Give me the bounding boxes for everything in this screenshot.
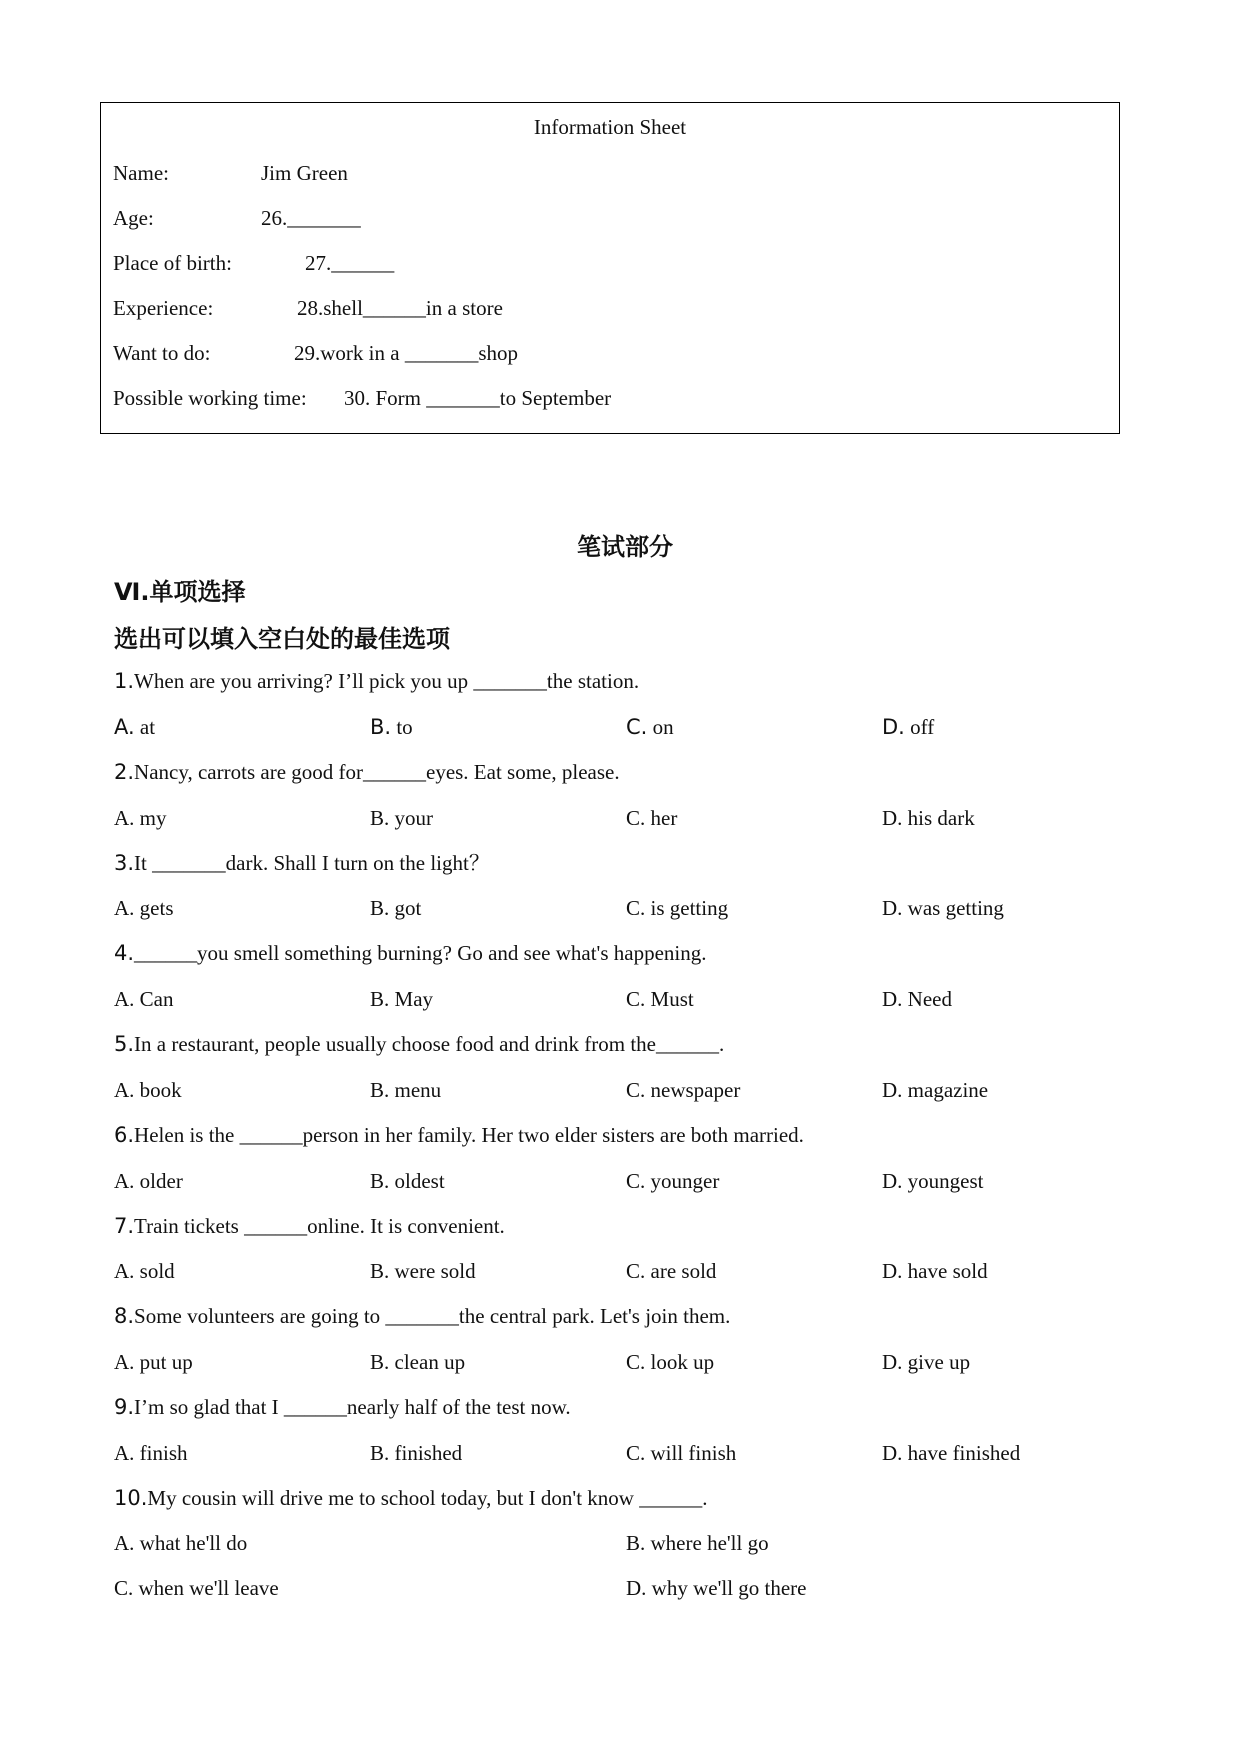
question-text: Nancy, carrots are good for______eyes. Eat some, please. [134,760,620,784]
option-text: your [389,806,434,830]
option-b[interactable] [370,893,421,923]
information-sheet-title: Information Sheet [533,115,687,139]
info-value: 30. Form _______to September [344,386,612,410]
info-label: Name: [113,161,169,185]
option-letter: D. [882,896,903,920]
part-heading: Ⅵ.单项选择 [114,578,246,606]
option-letter: A. [114,1169,135,1193]
option-text: newspaper [645,1078,741,1102]
question-text: Train tickets ______online. It is convenient. [134,1214,505,1238]
option-a[interactable] [114,1347,193,1377]
option-letter: C. [626,715,648,739]
option-letter: D. [882,806,903,830]
question-number: 1. [114,669,135,693]
option-c[interactable] [626,984,694,1014]
option-b[interactable] [626,1528,769,1558]
info-label: Want to do: [113,341,211,365]
option-d[interactable] [882,1347,970,1377]
option-text: what he'll do [134,1531,248,1555]
question-number: 8. [114,1304,135,1328]
question-1 [114,666,639,696]
option-c[interactable] [626,803,677,833]
option-c[interactable] [114,1573,279,1603]
option-b[interactable] [370,1166,445,1196]
option-letter: C. [626,1350,646,1374]
option-letter: D. [882,1169,903,1193]
info-label: Experience: [113,296,214,320]
question-text: It _______dark. Shall I turn on the light？ [134,851,490,875]
option-d[interactable] [882,1166,984,1196]
option-letter: B. [370,715,392,739]
question-9 [114,1392,571,1422]
option-letter: B. [370,806,390,830]
option-letter: C. [626,1441,646,1465]
question-4 [114,938,707,968]
option-text: his dark [902,806,975,830]
option-c[interactable] [626,1256,716,1286]
option-text: look up [645,1350,715,1374]
question-text: My cousin will drive me to school today, but I don't know ______. [147,1486,708,1510]
question-text: Helen is the ______person in her family. Her two elder sisters are both married. [134,1123,804,1147]
section-title: 笔试部分 [577,533,673,561]
option-text: on [647,715,674,739]
question-3 [114,848,490,878]
option-b[interactable] [370,984,433,1014]
option-letter: D. [882,715,905,739]
question-2 [114,757,620,787]
option-a[interactable] [114,803,167,833]
option-letter: A. [114,987,135,1011]
option-d[interactable] [882,1075,988,1105]
option-text: May [389,987,434,1011]
option-text: her [645,806,678,830]
option-b[interactable] [370,712,413,742]
option-d[interactable] [882,1256,988,1286]
option-text: is getting [645,896,729,920]
option-text: why we'll go there [646,1576,807,1600]
option-text: my [134,806,167,830]
option-letter: D. [882,987,903,1011]
question-text: Some volunteers are going to _______the central park. Let's join them. [134,1304,731,1328]
info-label: Age: [113,206,154,230]
option-text: was getting [902,896,1004,920]
option-letter: C. [626,1078,646,1102]
question-6 [114,1120,804,1150]
info-value: 27.______ [305,251,395,275]
option-letter: A. [114,1078,135,1102]
info-value: Jim Green [261,161,348,185]
question-text: In a restaurant, people usually choose food and drink from the______. [134,1032,725,1056]
option-b[interactable] [370,1256,476,1286]
option-letter: A. [114,806,135,830]
question-number: 7. [114,1214,135,1238]
question-number: 10. [114,1486,148,1510]
option-c[interactable] [626,1438,736,1468]
option-text: put up [134,1350,193,1374]
option-letter: B. [626,1531,646,1555]
option-text: have finished [902,1441,1021,1465]
option-text: have sold [902,1259,988,1283]
option-text: Must [645,987,694,1011]
option-text: younger [645,1169,720,1193]
option-text: sold [134,1259,175,1283]
option-d[interactable] [882,984,952,1014]
option-c[interactable] [626,712,674,742]
question-number: 4. [114,941,135,965]
option-letter: B. [370,1078,390,1102]
option-d[interactable] [882,803,975,833]
question-text: When are you arriving? I’ll pick you up _______the station. [134,669,640,693]
option-a[interactable] [114,712,155,742]
option-d[interactable] [626,1573,807,1603]
info-label: Place of birth: [113,251,232,275]
option-text: menu [389,1078,442,1102]
question-5 [114,1029,724,1059]
info-label: Possible working time: [113,386,307,410]
option-letter: C. [114,1576,134,1600]
option-text: at [134,715,156,739]
option-b[interactable] [370,1075,441,1105]
option-text: where he'll go [645,1531,769,1555]
option-text: give up [902,1350,971,1374]
question-10 [114,1483,707,1513]
option-letter: B. [370,987,390,1011]
option-text: gets [134,896,174,920]
option-letter: A. [114,1350,135,1374]
option-text: finished [389,1441,463,1465]
option-letter: C. [626,896,646,920]
option-letter: B. [370,1350,390,1374]
question-number: 3. [114,851,135,875]
option-a[interactable] [114,984,174,1014]
option-text: youngest [902,1169,984,1193]
option-text: clean up [389,1350,466,1374]
option-a[interactable] [114,893,174,923]
option-text: when we'll leave [133,1576,279,1600]
option-letter: A. [114,1441,135,1465]
option-letter: A. [114,1531,135,1555]
option-text: book [134,1078,182,1102]
question-text: ______you smell something burning? Go and see what's happening. [134,941,707,965]
option-a[interactable] [114,1075,182,1105]
option-b[interactable] [370,1347,465,1377]
option-c[interactable] [626,1347,714,1377]
option-letter: C. [626,1259,646,1283]
option-c[interactable] [626,893,728,923]
option-b[interactable] [370,1438,462,1468]
option-letter: C. [626,806,646,830]
question-number: 9. [114,1395,135,1419]
info-value: 28.shell______in a store [297,296,503,320]
option-letter: D. [626,1576,647,1600]
option-letter: D. [882,1078,903,1102]
option-letter: D. [882,1350,903,1374]
option-d[interactable] [882,893,1004,923]
info-value: 29.work in a _______shop [294,341,518,365]
option-text: got [389,896,422,920]
question-8 [114,1301,730,1331]
option-text: Need [902,987,952,1011]
option-letter: D. [882,1441,903,1465]
option-text: will finish [645,1441,737,1465]
option-text: off [904,715,935,739]
option-text: oldest [389,1169,445,1193]
info-value: 26._______ [261,206,361,230]
option-text: are sold [645,1259,717,1283]
option-text: Can [134,987,174,1011]
option-d[interactable] [882,712,934,742]
option-d[interactable] [882,1438,1020,1468]
option-a[interactable] [114,1166,183,1196]
option-a[interactable] [114,1256,175,1286]
option-text: finish [134,1441,188,1465]
option-letter: C. [626,987,646,1011]
instruction-heading: 选出可以填入空白处的最佳选项 [114,625,450,653]
option-text: magazine [902,1078,989,1102]
option-letter: D. [882,1259,903,1283]
option-a[interactable] [114,1528,247,1558]
option-letter: C. [626,1169,646,1193]
question-number: 6. [114,1123,135,1147]
option-b[interactable] [370,803,433,833]
option-letter: B. [370,1169,390,1193]
option-text: were sold [389,1259,476,1283]
question-number: 5. [114,1032,135,1056]
option-a[interactable] [114,1438,188,1468]
option-c[interactable] [626,1075,740,1105]
option-letter: A. [114,1259,135,1283]
information-sheet-box [100,102,1120,434]
option-letter: A. [114,715,135,739]
option-letter: B. [370,896,390,920]
option-letter: B. [370,1441,390,1465]
question-text: I’m so glad that I ______nearly half of the test now. [134,1395,571,1419]
option-text: to [391,715,413,739]
option-c[interactable] [626,1166,719,1196]
option-letter: B. [370,1259,390,1283]
option-text: older [134,1169,183,1193]
question-7 [114,1211,505,1241]
question-number: 2. [114,760,135,784]
option-letter: A. [114,896,135,920]
